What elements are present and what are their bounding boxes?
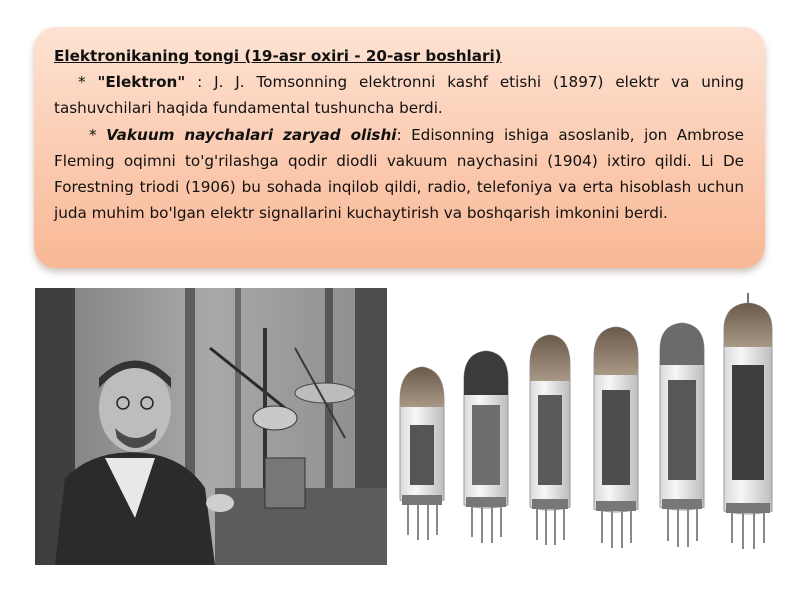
slide-title: Elektronikaning tongi (19-asr oxiri - 20-asr boshlari) <box>54 47 502 65</box>
paragraph-vacuum-text: : Edisonning ishiga asoslanib, jon Ambrose Fleming oqimni to'g'rilashga qodir diodli vakuum naychasini (1904) ixtiro qildi. Li De Forestning triodi (1906) bu sohada inqilob qildi, radio, telefoniya va erta hisoblash uchun juda muhim bo'lgan elektr signallarini kuchaytirish va boshqarish imkonini berdi. <box>54 125 745 223</box>
scientist-photo <box>35 288 387 565</box>
text-panel <box>34 27 765 268</box>
term-vacuum-tubes: Vakuum naychalari zaryad olishi <box>106 125 397 144</box>
paragraph-vacuum-tubes <box>54 122 744 227</box>
tube-6 <box>724 293 772 549</box>
bullet-1: * <box>78 73 98 92</box>
term-electron: "Elektron" <box>97 73 186 92</box>
vacuum-tubes-photo <box>390 285 785 565</box>
bullet-2: * <box>89 125 107 144</box>
paragraph-electron-text: : J. J. Tomsonning elektronni kashf etishi (1897) elektr va uning tashuvchilari haqida fundamental tushuncha berdi. <box>54 73 745 118</box>
paragraph-electron <box>54 69 744 121</box>
